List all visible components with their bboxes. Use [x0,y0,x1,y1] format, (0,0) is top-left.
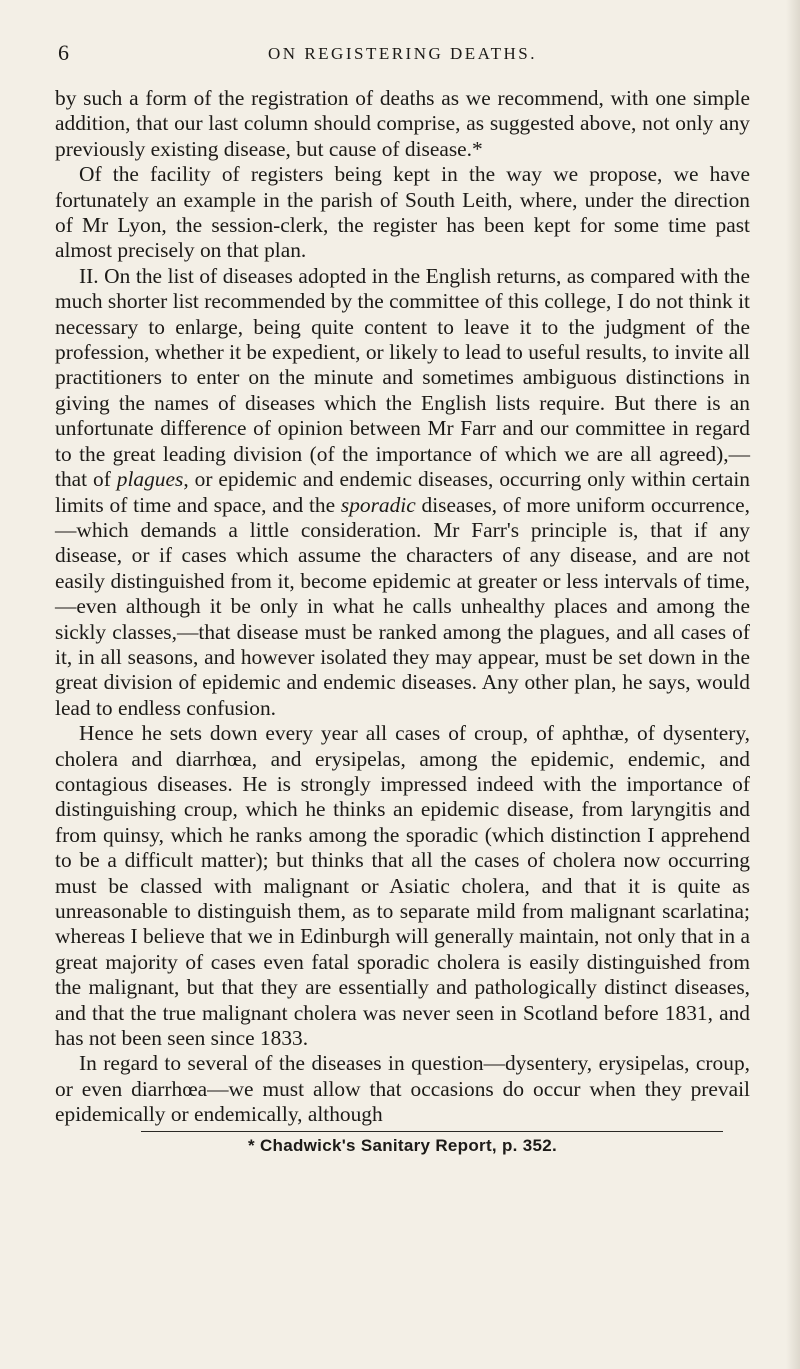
paragraph-3-part-a: II. On the list of diseases adopted in the English returns, as compared with the much shorter list recommended by the committee of this college, I do not think it necessary to enlarge, being quite content to leave it to the judgment of the profession, whether it be expedient, or likely to lead to useful results, to invite all practitioners to enter on the minute and sometimes ambiguous distinctions in giving the names of diseases which the English lists require. But there is an unfortunate difference of opinion between Mr Farr and our committee in regard to the great leading division (of the importance of which we are all agreed),— that of [55,263,750,492]
emphasis-sporadic: sporadic [340,492,416,517]
paragraph-3-part-b: , or epidemic and endemic diseases, occurring only within certain limits of time and space, and the [55,467,750,517]
page-header [55,40,750,74]
running-head: ON REGISTERING DEATHS. [268,44,537,63]
book-page [55,40,750,1156]
paragraph-4: Hence he sets down every year all cases of croup, of aphthæ, of dysentery, cholera and diarrhœa, and erysipelas, among the epidemic, endemic, and contagious diseases. He is strongly impressed indeed with the importance of distinguishing croup, which he thinks an epidemic disease, from laryngitis and from quinsy, which he ranks among the sporadic (which distinction I apprehend to be a difficult matter); but thinks that all the cases of cholera now occurring must be classed with malignant or Asiatic cholera, and that it is quite as unreasonable to distinguish them, as to separate mild from malignant scarlatina; whereas I believe that we in Edinburgh will generally maintain, not only that in a great majority of cases even fatal sporadic cholera is easily distinguished from the malignant, but that they are essentially and pathologically distinct diseases, and that the true malignant cholera was never seen in Scotland before 1831, and has not been seen since 1833. [55,721,750,1051]
paragraph-2: Of the facility of registers being kept in the way we propose, we have fortunately an example in the parish of South Leith, where, under the direction of Mr Lyon, the session-clerk, the register has been kept for some time past almost precisely on that plan. [55,162,750,263]
paragraph-5: In regard to several of the diseases in question—dysentery, erysipelas, croup, or even diarrhœa—we must allow that occasions do occur when they prevail epidemically or endemically, although [55,1051,750,1127]
page-number: 6 [58,40,70,65]
footnote-rule [141,1131,723,1132]
footnote: * Chadwick's Sanitary Report, p. 352. [248,1135,557,1155]
paragraph-3 [55,264,750,721]
emphasis-plagues: plagues [116,467,184,492]
paragraph-1: by such a form of the registration of deaths as we recommend, with one simple addition, that our last column should comprise, as suggested above, not only any previously existing disease, but cause of disease.* [55,86,750,161]
page-edge-shadow [786,0,800,1369]
paragraph-3-part-c: diseases, of more uniform occurrence,—which demands a little consideration. Mr Farr's principle is, that if any disease, or if cases which assume the characters of any disease, and are not easily distinguished from it, become epidemic at greater or less intervals of time,—even although it be only in what he calls unhealthy places and among the sickly classes,—that disease must be ranked among the plagues, and all cases of it, in all seasons, and however isolated they may appear, must be set down in the great division of epidemic and endemic diseases. Any other plan, he says, would lead to endless confusion. [55,492,750,720]
body-text [55,86,750,1128]
